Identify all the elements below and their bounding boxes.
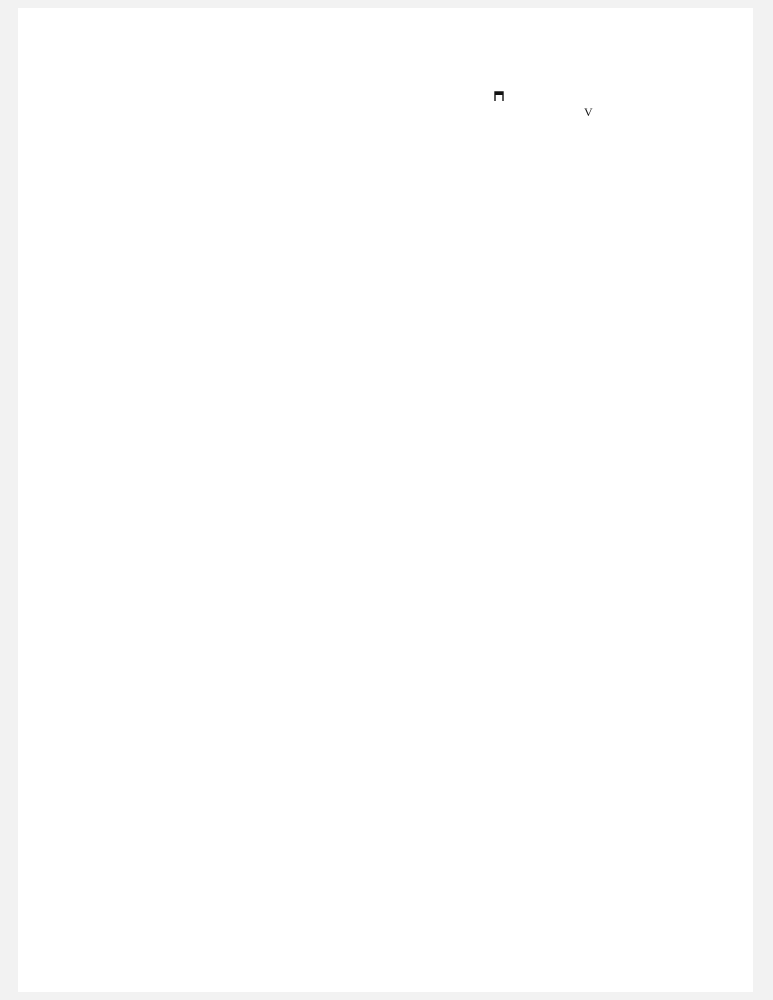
up-bow-icon: V (584, 104, 593, 119)
